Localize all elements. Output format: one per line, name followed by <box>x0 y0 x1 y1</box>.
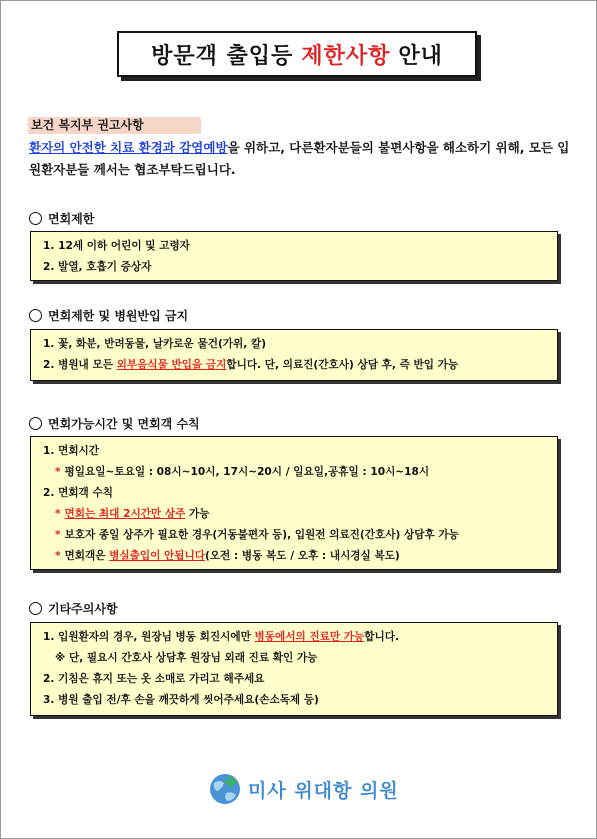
section-title-text: 면회제한 <box>48 212 95 226</box>
list-item-text: (오전 : 병동 복도 / 오후 : 내시경실 복도) <box>204 550 400 562</box>
section-box-visit-restriction <box>30 231 558 281</box>
section-box-other-notes <box>30 622 558 716</box>
list-item <box>43 462 545 483</box>
list-item <box>43 355 545 376</box>
list-item <box>43 627 545 648</box>
clinic-name: 미사 위대항 의원 <box>248 779 399 802</box>
list-item-text: 면회객은 <box>64 550 110 562</box>
page-title <box>117 31 477 77</box>
list-item: 1. 12세 이하 어린이 및 고령자 <box>43 240 190 252</box>
clinic-logo <box>208 771 399 807</box>
list-item <box>43 525 545 546</box>
globe-cross-icon <box>208 771 244 807</box>
section-title-visit-restriction <box>29 210 94 227</box>
list-item-text: 보호자 종일 상주가 필요한 경우(거동불편자 등), 입원전 의료진(간호사) 상담후 가능 <box>64 529 459 541</box>
star-bullet-icon: * <box>55 508 61 520</box>
section-title-carry-in-ban <box>29 307 188 324</box>
list-item-text: 가능 <box>185 508 210 520</box>
title-suffix: 안내 <box>398 43 443 69</box>
section-title-text: 기타주의사항 <box>48 602 118 616</box>
circle-bullet-icon <box>29 602 42 615</box>
list-item-text: 1. 입원환자의 경우, 원장님 병동 회진시에만 <box>43 631 255 643</box>
section-box-carry-in-ban <box>30 329 558 381</box>
section-box-visit-hours <box>30 436 558 570</box>
list-item-text: 평일요일~토요일 : 08시~10시, 17시~20시 / 일요일,공휴일 : 10시~18시 <box>64 466 430 478</box>
section-title-text: 면회가능시간 및 면회객 수칙 <box>48 417 200 431</box>
section-title-text: 면회제한 및 병원반입 금지 <box>48 309 189 323</box>
list-item: 2. 기침은 휴지 또는 옷 소매로 가리고 해주세요 <box>43 673 265 685</box>
list-item <box>43 504 545 525</box>
list-item-highlight: 외부음식물 반입을 금지 <box>116 359 227 371</box>
list-item-text: 합니다. <box>364 631 399 643</box>
recommend-text-blue: 환자의 안전한 치료 환경과 감염예방 <box>29 140 228 155</box>
list-item-highlight: 병동에서의 진료만 가능 <box>254 631 365 643</box>
recommend-text <box>29 137 574 181</box>
star-bullet-icon: * <box>55 466 61 478</box>
list-item: 3. 병원 출입 전/후 손을 깨끗하게 씻어주세요(손소독제 등) <box>43 694 319 706</box>
section-title-other-notes <box>29 600 118 617</box>
title-prefix: 방문객 출입등 <box>151 43 294 69</box>
list-item: 1. 꽃, 화분, 반려동물, 날카로운 물건(가위, 칼) <box>43 338 267 350</box>
recommend-text-rest: 을 위하고, 다른환자분들의 불편사항을 해소하기 위해, 모든 입원환자분들 께서는 협조부탁드립니다. <box>29 140 570 177</box>
star-bullet-icon: * <box>55 550 61 562</box>
list-item-highlight: 면회는 최대 2시간만 상주 <box>64 508 186 520</box>
list-item-highlight: 병실출입이 안됩니다 <box>109 550 205 562</box>
circle-bullet-icon <box>29 309 42 322</box>
list-item: 1. 면회시간 <box>43 445 100 457</box>
recommend-heading: 보건 복지부 권고사항 <box>28 117 201 134</box>
list-item <box>43 546 545 567</box>
list-item-text: 합니다. 단, 의료진(간호사) 상담 후, 즉 반입 가능 <box>226 359 459 371</box>
star-bullet-icon: * <box>55 529 61 541</box>
list-item-note: ※ 단, 필요시 간호사 상담후 원장님 외래 진료 확인 가능 <box>55 652 318 664</box>
circle-bullet-icon <box>29 212 42 225</box>
title-highlight: 제한사항 <box>301 43 391 69</box>
circle-bullet-icon <box>29 417 42 430</box>
section-title-visit-hours <box>29 415 200 432</box>
list-item-text: 2. 병원내 모든 <box>43 359 117 371</box>
list-item: 2. 발열, 호흡기 증상자 <box>43 261 152 273</box>
list-item: 2. 면회객 수칙 <box>43 487 113 499</box>
